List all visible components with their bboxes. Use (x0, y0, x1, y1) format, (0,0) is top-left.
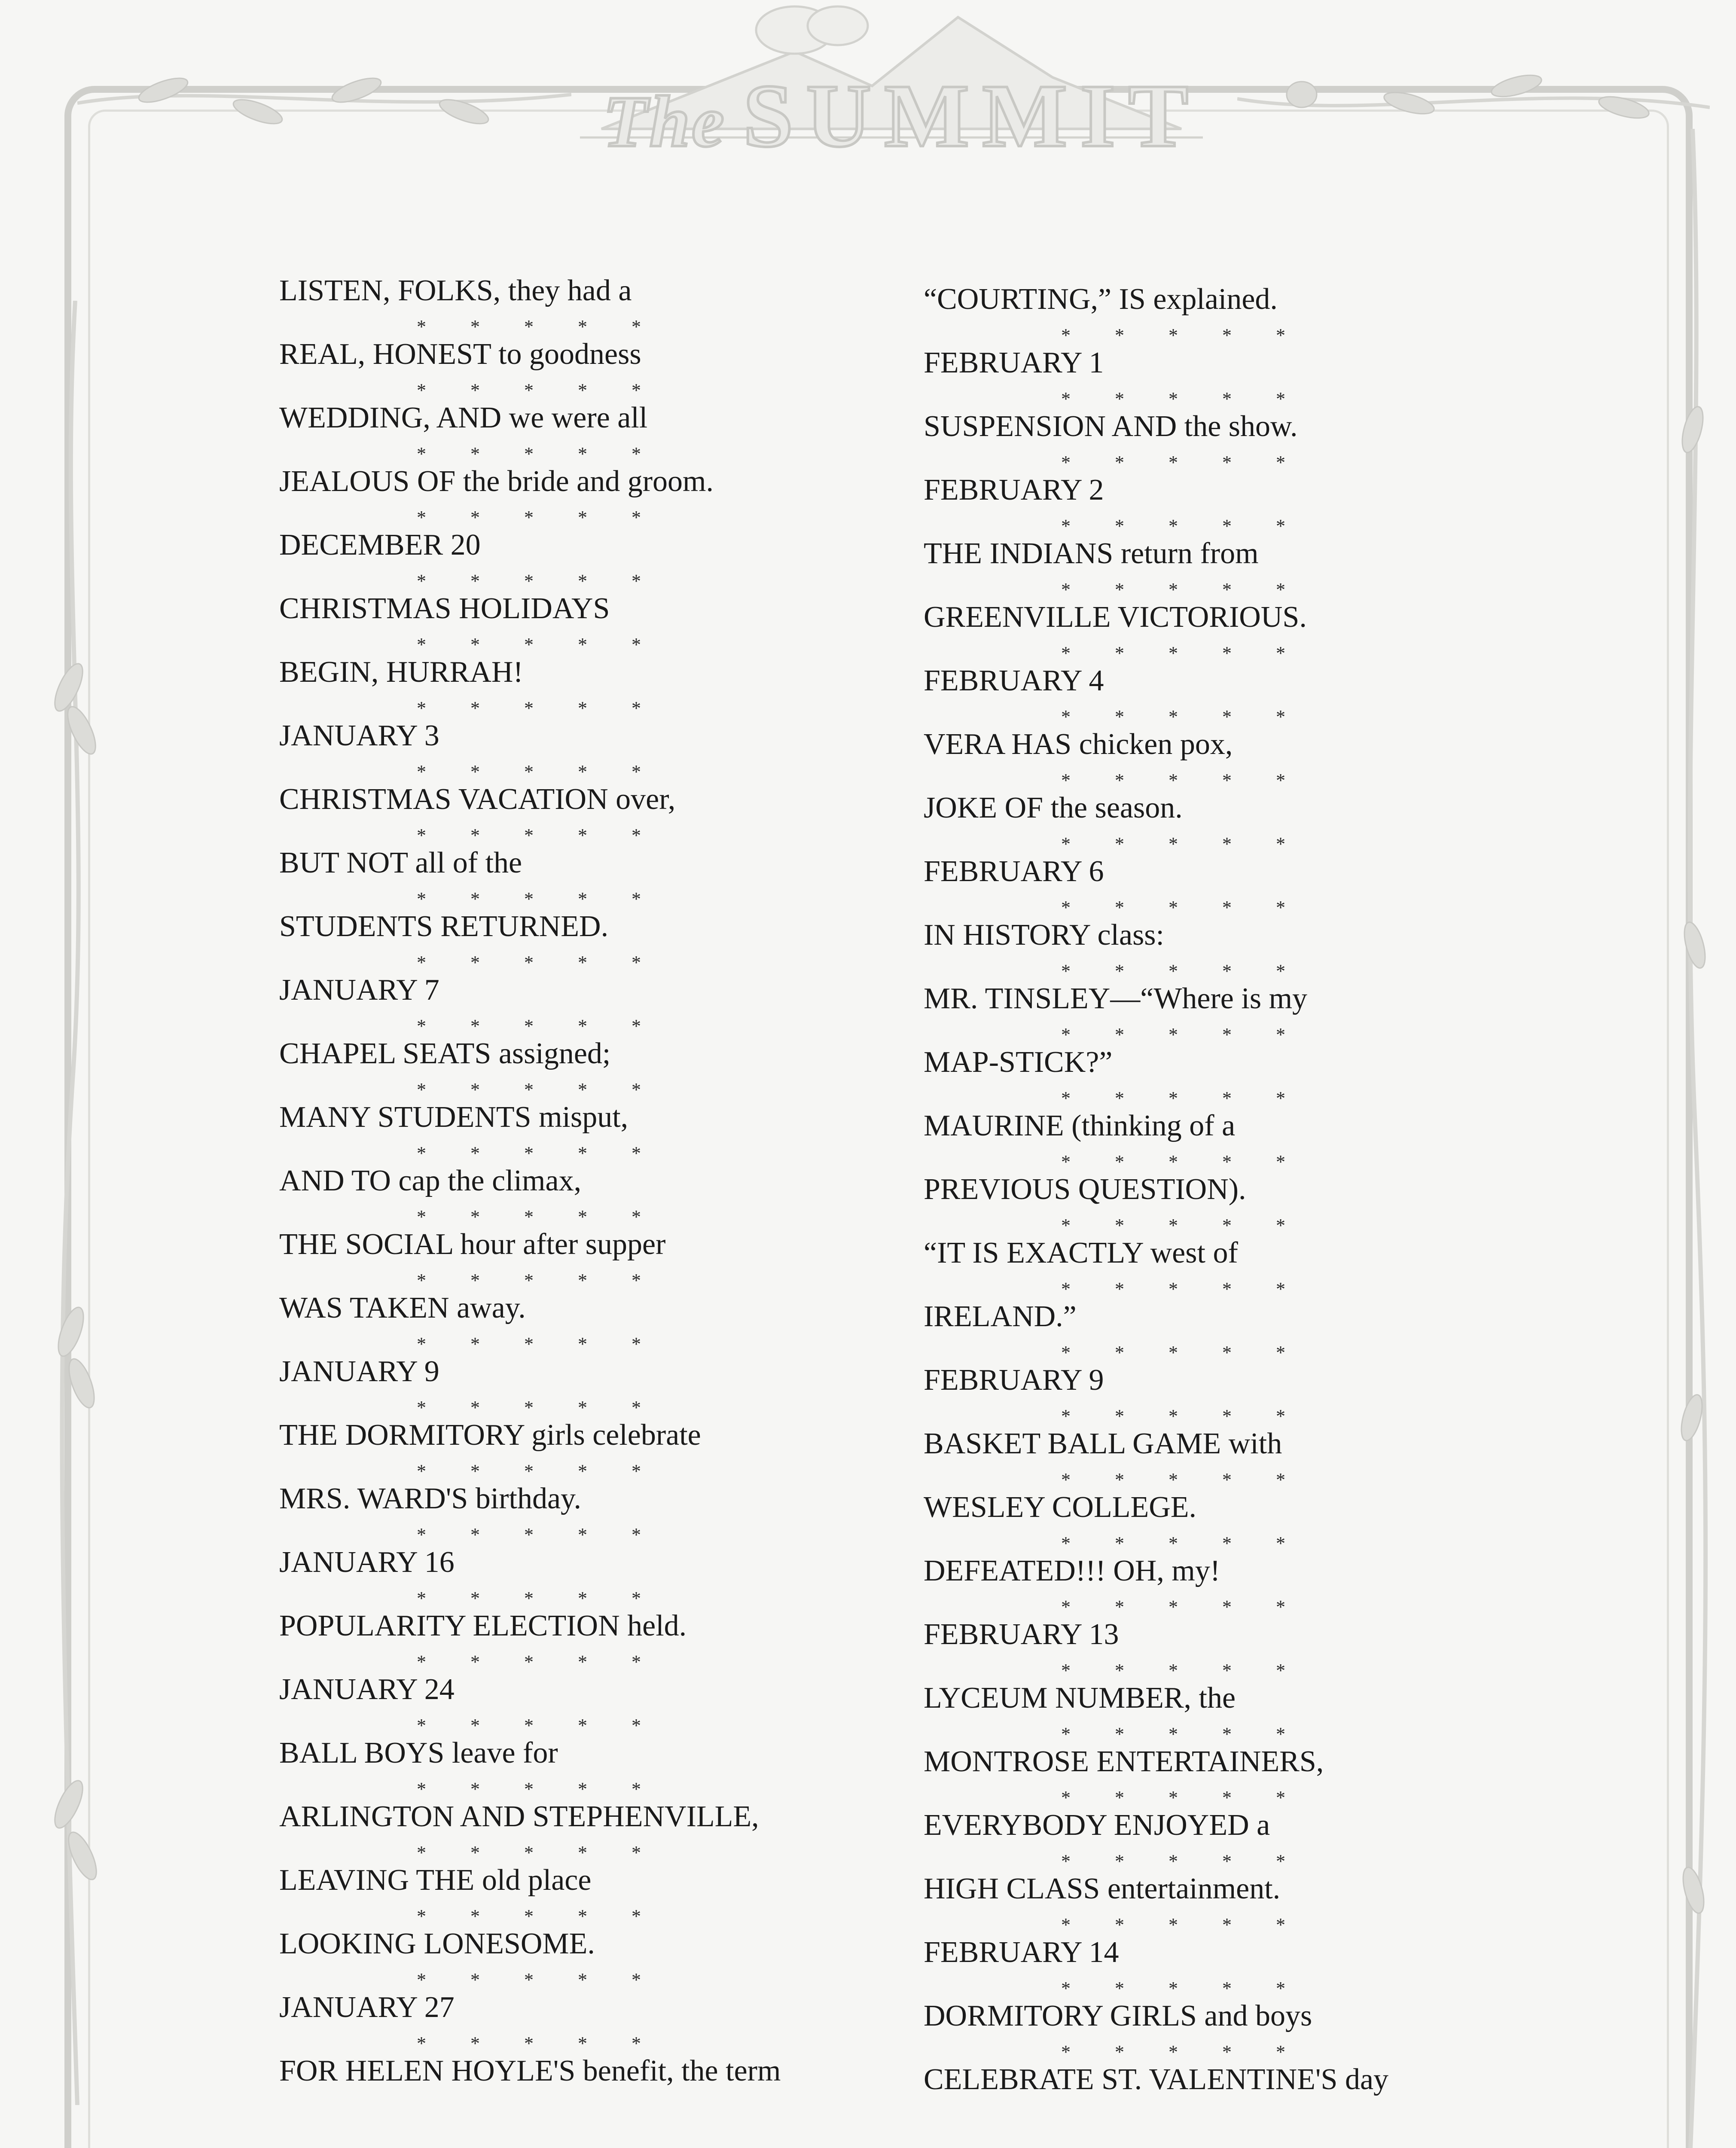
asterisk-separator: * * * * * (1061, 1088, 1305, 1109)
right-column (924, 284, 1568, 2127)
calendar-entry (279, 911, 924, 974)
calendar-entry (279, 847, 924, 911)
asterisk-separator: * * * * * (417, 1206, 661, 1227)
asterisk-separator: * * * * * (417, 952, 661, 973)
calendar-entry (924, 601, 1568, 665)
calendar-entry-text: FOR HELEN HOYLE'S benefit, the term (279, 2054, 781, 2087)
asterisk-separator: * * * * * (1061, 770, 1305, 791)
asterisk-separator: * * * * * (1061, 2041, 1305, 2063)
asterisk-separator: * * * * * (1061, 1469, 1305, 1490)
calendar-entry (924, 1110, 1568, 1174)
calendar-entry-text: CELEBRATE ST. VALENTINE'S day (924, 2063, 1389, 2096)
asterisk-separator: * * * * * (1061, 1978, 1305, 1999)
calendar-entry-text: “COURTING,” IS explained. (924, 283, 1278, 316)
calendar-entry (924, 665, 1568, 729)
calendar-entry (924, 1428, 1568, 1492)
calendar-entry (924, 983, 1568, 1047)
calendar-entry (924, 1364, 1568, 1428)
right-vine-ornament (1671, 129, 1718, 2148)
calendar-entry (924, 792, 1568, 856)
calendar-entry (924, 1174, 1568, 1237)
calendar-entry-text: BALL BOYS leave for (279, 1736, 558, 1770)
calendar-entry (924, 2000, 1568, 2064)
asterisk-separator: * * * * * (417, 1397, 661, 1418)
calendar-entry-text: JOKE OF the season. (924, 791, 1183, 824)
calendar-entry-text: BASKET BALL GAME with (924, 1427, 1282, 1460)
asterisk-separator: * * * * * (1061, 325, 1305, 346)
calendar-entry (924, 919, 1568, 983)
asterisk-separator: * * * * * (417, 1143, 661, 1164)
calendar-entry (279, 974, 924, 1038)
asterisk-separator: * * * * * (417, 888, 661, 909)
calendar-entry-text: MR. TINSLEY—“Where is my (924, 982, 1308, 1015)
calendar-entry (279, 529, 924, 593)
asterisk-separator: * * * * * (1061, 1278, 1305, 1300)
asterisk-separator: * * * * * (1061, 1787, 1305, 1808)
asterisk-separator: * * * * * (1061, 961, 1305, 982)
calendar-entry (924, 1746, 1568, 1809)
left-vine-ornament (52, 301, 99, 2105)
calendar-entry-text: JANUARY 16 (279, 1546, 455, 1579)
asterisk-separator: * * * * * (417, 1079, 661, 1100)
calendar-entry-text: FEBRUARY 2 (924, 473, 1104, 506)
asterisk-separator: * * * * * (1061, 1596, 1305, 1617)
calendar-entry-text: CHRISTMAS HOLIDAYS (279, 592, 610, 625)
calendar-entry (279, 1229, 924, 1292)
calendar-entry-text: CHAPEL SEATS assigned; (279, 1037, 611, 1070)
asterisk-separator: * * * * * (417, 1842, 661, 1863)
calendar-entry-text: “IT IS EXACTLY west of (924, 1236, 1238, 1269)
asterisk-separator: * * * * * (417, 1270, 661, 1291)
calendar-entry (279, 339, 924, 402)
calendar-entry-text: POPULARITY ELECTION held. (279, 1609, 687, 1642)
asterisk-separator: * * * * * (1061, 516, 1305, 537)
calendar-entry (924, 2064, 1568, 2127)
calendar-entry-text: DECEMBER 20 (279, 528, 481, 561)
calendar-entry-text: STUDENTS RETURNED. (279, 910, 609, 943)
calendar-entry (279, 2055, 924, 2119)
calendar-entry (924, 538, 1568, 601)
calendar-entry-text: IRELAND.” (924, 1300, 1077, 1333)
asterisk-separator: * * * * * (417, 634, 661, 655)
calendar-entry (279, 1038, 924, 1101)
asterisk-separator: * * * * * (1061, 1660, 1305, 1681)
calendar-entry (279, 720, 924, 784)
calendar-entry-text: PREVIOUS QUESTION). (924, 1173, 1246, 1206)
asterisk-separator: * * * * * (1061, 1151, 1305, 1172)
calendar-entry-text: FEBRUARY 14 (924, 1936, 1119, 1969)
asterisk-separator: * * * * * (417, 380, 661, 401)
top-left-vine-ornament (77, 56, 571, 133)
asterisk-separator: * * * * * (1061, 1851, 1305, 1872)
calendar-entry-text: DORMITORY GIRLS and boys (924, 1999, 1312, 2032)
calendar-entry-text: FEBRUARY 1 (924, 346, 1104, 379)
calendar-entry (279, 466, 924, 529)
calendar-entry (924, 1555, 1568, 1619)
asterisk-separator: * * * * * (417, 1461, 661, 1482)
calendar-entry (279, 1674, 924, 1737)
calendar-entry (924, 474, 1568, 538)
asterisk-separator: * * * * * (417, 316, 661, 337)
calendar-entry (279, 1992, 924, 2055)
calendar-entry-text: LISTEN, FOLKS, they had a (279, 274, 632, 307)
calendar-entry (924, 856, 1568, 919)
calendar-entry (279, 784, 924, 847)
asterisk-separator: * * * * * (1061, 706, 1305, 727)
calendar-entry (924, 1047, 1568, 1110)
calendar-entry (279, 275, 924, 339)
masthead-title (567, 64, 1237, 166)
calendar-entry (279, 656, 924, 720)
calendar-entry (279, 1610, 924, 1674)
asterisk-separator: * * * * * (1061, 1724, 1305, 1745)
calendar-entry-text: FEBRUARY 4 (924, 664, 1104, 697)
calendar-entry (924, 1809, 1568, 1873)
calendar-entry-text: FEBRUARY 9 (924, 1364, 1104, 1397)
asterisk-separator: * * * * * (417, 443, 661, 464)
calendar-entry-text: FEBRUARY 13 (924, 1618, 1119, 1651)
asterisk-separator: * * * * * (417, 1651, 661, 1672)
asterisk-separator: * * * * * (1061, 1406, 1305, 1427)
calendar-entry (924, 1492, 1568, 1555)
asterisk-separator: * * * * * (1061, 833, 1305, 854)
calendar-entry-text: LOOKING LONESOME. (279, 1927, 595, 1960)
calendar-entry (279, 1864, 924, 1928)
calendar-entry-text: BUT NOT all of the (279, 846, 522, 879)
asterisk-separator: * * * * * (417, 761, 661, 782)
asterisk-separator: * * * * * (417, 1588, 661, 1609)
asterisk-separator: * * * * * (417, 1524, 661, 1545)
calendar-entry (924, 284, 1568, 347)
calendar-entry (279, 1928, 924, 1992)
calendar-entry-text: JEALOUS OF the bride and groom. (279, 465, 714, 498)
calendar-entry (279, 1483, 924, 1547)
calendar-entry (924, 1682, 1568, 1746)
calendar-entry-text: SUSPENSION AND the show. (924, 410, 1298, 443)
asterisk-separator: * * * * * (1061, 579, 1305, 600)
calendar-entry-text: IN HISTORY class: (924, 918, 1164, 952)
asterisk-separator: * * * * * (417, 1715, 661, 1736)
calendar-entry (279, 1292, 924, 1356)
calendar-entry (279, 1419, 924, 1483)
calendar-entry (924, 1937, 1568, 2000)
calendar-entry-text: JANUARY 27 (279, 1991, 455, 2024)
calendar-entry-text: LYCEUM NUMBER, the (924, 1681, 1236, 1715)
calendar-entry (924, 1873, 1568, 1937)
calendar-entry-text: MAP-STICK?” (924, 1046, 1113, 1079)
calendar-entry-text: GREENVILLE VICTORIOUS. (924, 601, 1307, 634)
calendar-entry-text: HIGH CLASS entertainment. (924, 1872, 1281, 1905)
asterisk-separator: * * * * * (1061, 1342, 1305, 1363)
asterisk-separator: * * * * * (417, 1906, 661, 1927)
left-column (279, 275, 924, 2119)
calendar-entry-text: MANY STUDENTS misput, (279, 1101, 628, 1134)
calendar-entry (279, 593, 924, 656)
calendar-entry (279, 1547, 924, 1610)
calendar-entry-text: VERA HAS chicken pox, (924, 728, 1233, 761)
asterisk-separator: * * * * * (1061, 388, 1305, 409)
calendar-entry-text: CHRISTMAS VACATION over, (279, 783, 676, 816)
calendar-entry-text: WEDDING, AND we were all (279, 401, 648, 434)
calendar-entry-text: BEGIN, HURRAH! (279, 656, 523, 689)
calendar-entry-text: THE SOCIAL hour after supper (279, 1228, 666, 1261)
calendar-entry (279, 1801, 924, 1864)
top-right-vine-ornament (1237, 56, 1710, 133)
asterisk-separator: * * * * * (417, 1779, 661, 1800)
asterisk-separator: * * * * * (1061, 1024, 1305, 1045)
calendar-entry-text: JANUARY 9 (279, 1355, 439, 1388)
calendar-entry (924, 347, 1568, 411)
calendar-entry (924, 729, 1568, 792)
calendar-entry-text: THE DORMITORY girls celebrate (279, 1419, 701, 1452)
calendar-entry (279, 1356, 924, 1419)
asterisk-separator: * * * * * (1061, 1914, 1305, 1935)
asterisk-separator: * * * * * (417, 507, 661, 528)
asterisk-separator: * * * * * (1061, 1215, 1305, 1236)
asterisk-separator: * * * * * (1061, 897, 1305, 918)
masthead-title-main: SUMMIT (743, 66, 1202, 166)
calendar-entry-text: JANUARY 3 (279, 719, 439, 752)
calendar-entry-text: WAS TAKEN away. (279, 1291, 526, 1324)
calendar-entry-text: DEFEATED!!! OH, my! (924, 1554, 1220, 1587)
asterisk-separator: * * * * * (1061, 452, 1305, 473)
calendar-entry (279, 1101, 924, 1165)
calendar-entry (924, 411, 1568, 474)
calendar-entry-text: JANUARY 7 (279, 973, 439, 1007)
asterisk-separator: * * * * * (417, 1333, 661, 1355)
calendar-entry (924, 1619, 1568, 1682)
asterisk-separator: * * * * * (417, 825, 661, 846)
calendar-entry-text: MONTROSE ENTERTAINERS, (924, 1745, 1324, 1778)
asterisk-separator: * * * * * (417, 2033, 661, 2054)
calendar-entry (279, 1165, 924, 1229)
asterisk-separator: * * * * * (1061, 1533, 1305, 1554)
calendar-entry (924, 1301, 1568, 1364)
calendar-entry-text: MAURINE (thinking of a (924, 1109, 1236, 1142)
asterisk-separator: * * * * * (417, 1969, 661, 1990)
calendar-entry-text: JANUARY 24 (279, 1673, 455, 1706)
asterisk-separator: * * * * * (417, 571, 661, 592)
asterisk-separator: * * * * * (1061, 643, 1305, 664)
calendar-entry (279, 402, 924, 466)
asterisk-separator: * * * * * (417, 698, 661, 719)
calendar-entry (924, 1237, 1568, 1301)
calendar-entry-text: THE INDIANS return from (924, 537, 1259, 570)
calendar-entry-text: ARLINGTON AND STEPHENVILLE, (279, 1800, 759, 1833)
calendar-entry (279, 1737, 924, 1801)
calendar-entry-text: REAL, HONEST to goodness (279, 338, 641, 371)
calendar-entry-text: FEBRUARY 6 (924, 855, 1104, 888)
calendar-entry-text: MRS. WARD'S birthday. (279, 1482, 581, 1515)
calendar-entry-text: WESLEY COLLEGE. (924, 1491, 1197, 1524)
calendar-entry-text: LEAVING THE old place (279, 1864, 592, 1897)
calendar-entry-text: EVERYBODY ENJOYED a (924, 1809, 1270, 1842)
calendar-entry-text: AND TO cap the climax, (279, 1164, 582, 1197)
asterisk-separator: * * * * * (417, 1016, 661, 1037)
masthead-title-prefix: The (603, 81, 726, 162)
